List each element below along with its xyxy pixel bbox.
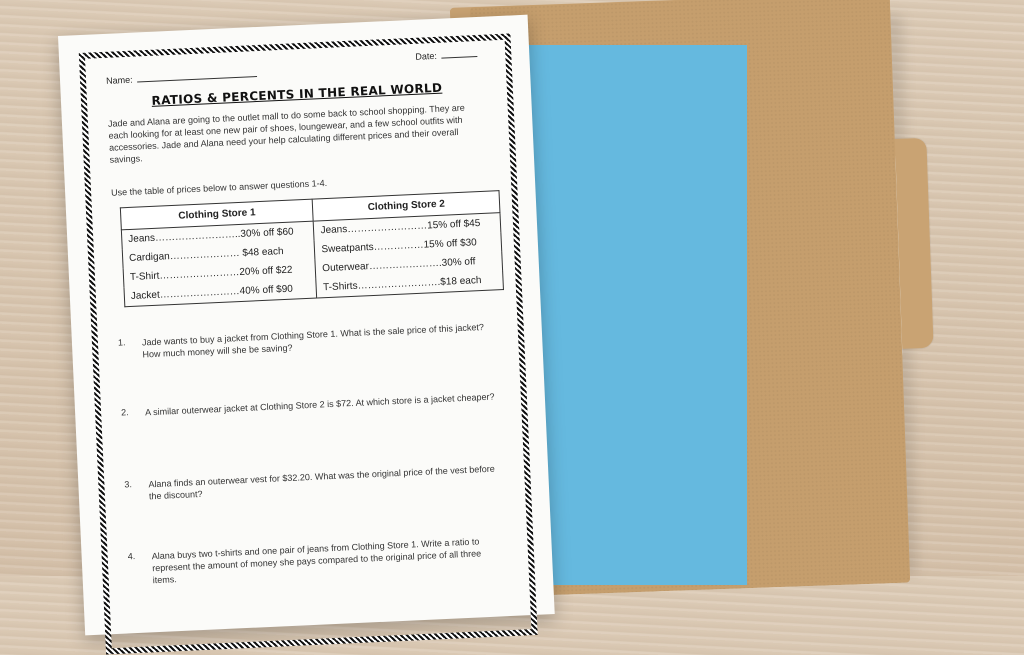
store-2-header: Clothing Store 2 [313, 191, 500, 221]
store-2-item: Outerwear………………….30% off [315, 251, 502, 278]
store-1-item: Jacket……………………40% off $90 [124, 279, 317, 307]
question-number: 3. [124, 479, 133, 490]
store-1-header: Clothing Store 1 [120, 199, 313, 230]
worksheet [58, 15, 555, 636]
worksheet-title: RATIOS & PERCENTS IN THE REAL WORLD [151, 80, 443, 108]
store-2-item: Sweatpants……………15% off $30 [315, 232, 502, 259]
question-4 [127, 534, 504, 587]
price-table [120, 190, 504, 307]
question-number: 1. [117, 337, 126, 348]
name-field [106, 69, 257, 86]
name-blank [137, 76, 257, 82]
date-label: Date: [415, 50, 438, 62]
question-text: Jade wants to buy a jacket from Clothing Store 1. What is the sale price of this jacket? How much money will she be saving? [141, 321, 485, 360]
date-blank [441, 56, 477, 59]
store-1-item: T-Shirt……………………20% off $22 [123, 260, 316, 288]
store-2-item: Jeans……………………15% off $45 [314, 213, 501, 241]
question-2 [121, 390, 497, 419]
date-field [415, 49, 477, 62]
intro-paragraph: Jade and Alana are going to the outlet mall to do some back to school shopping. They are each looking for at least one new pair of shoes, loungewear, and a few school outfits with accessories. Jade and Alana need your help calculating different prices and their overall savings. [107, 102, 465, 165]
store-2-item: T-Shirts…………………….$18 each [316, 270, 503, 298]
question-3 [124, 462, 501, 503]
blue-page [515, 45, 747, 585]
question-text: A similar outerwear jacket at Clothing Store 2 is $72. At which store is a jacket cheaper? [144, 391, 495, 418]
question-number: 4. [127, 551, 136, 562]
table-instructions: Use the table of prices below to answer questions 1-4. [110, 177, 328, 198]
question-list [117, 321, 496, 586]
question-text: Alana buys two t-shirts and one pair of jeans from Clothing Store 1. Write a ratio to represent the amount of money she pays compared to the original price of all three items. [151, 536, 482, 586]
question-number: 2. [120, 407, 129, 418]
worksheet-border [79, 33, 538, 654]
name-label: Name: [105, 74, 133, 86]
store-1-item: Jeans……………………..30% off $60 [121, 221, 314, 249]
question-1 [118, 321, 495, 362]
store-1-item: Cardigan………………… $48 each [122, 241, 315, 269]
question-text: Alana finds an outerwear vest for $32.20. What was the original price of the vest before the discount? [148, 463, 496, 502]
